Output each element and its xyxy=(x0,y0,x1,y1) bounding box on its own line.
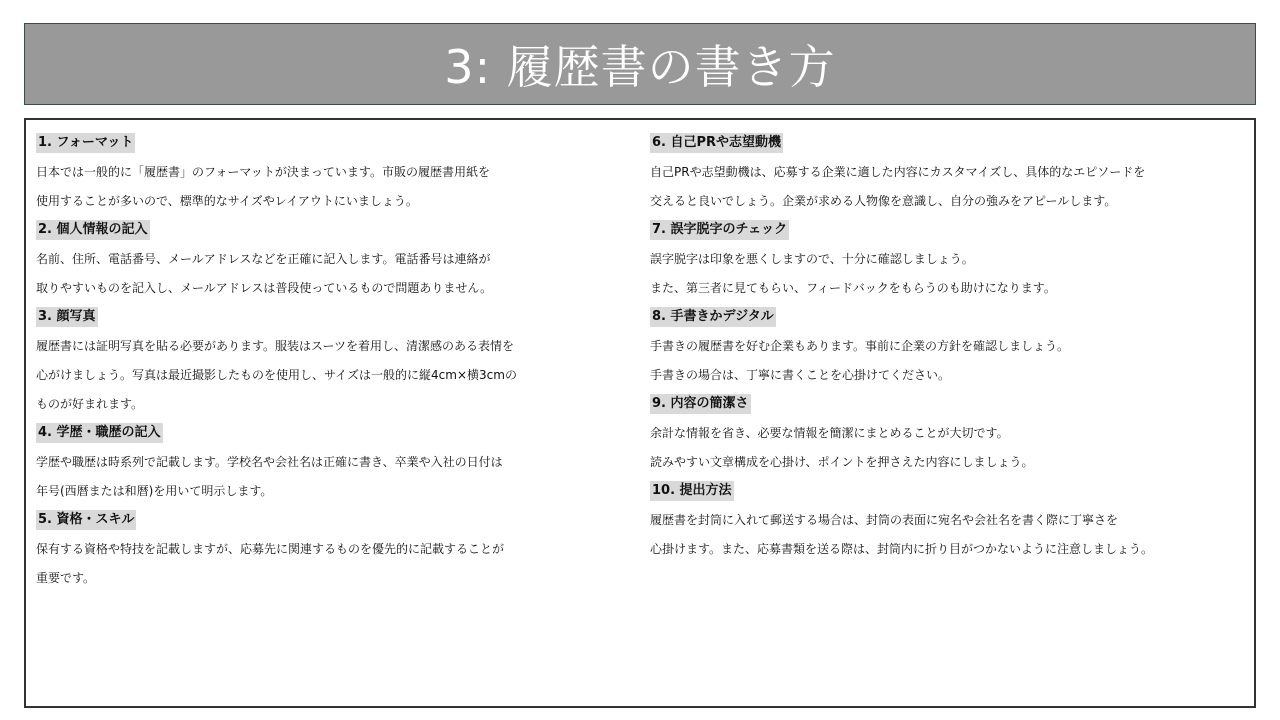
section-heading: 3. 顔写真 xyxy=(36,307,98,327)
section-heading: 5. 資格・スキル xyxy=(36,510,136,530)
section xyxy=(36,215,636,302)
body-text-line: 保有する資格や特技を記載しますが、応募先に関連するものを優先的に記載することが xyxy=(36,542,505,556)
body-text-line: 名前、住所、電話番号、メールアドレスなどを正確に記入します。電話番号は連絡が xyxy=(36,252,491,266)
section xyxy=(650,215,1250,302)
page-title: 3: 履歴書の書き方 xyxy=(444,40,836,94)
section-heading: 9. 内容の簡潔さ xyxy=(650,394,751,414)
section-heading: 2. 個人情報の記入 xyxy=(36,220,150,240)
section xyxy=(650,302,1250,389)
body-text-line: 手書きの履歴書を好む企業もあります。事前に企業の方針を確認しましょう。 xyxy=(650,339,1070,353)
section-heading-row xyxy=(36,215,636,244)
body-text-line: 重要です。 xyxy=(36,571,96,585)
section xyxy=(650,128,1250,215)
section-heading-row xyxy=(36,418,636,447)
body-text-line: 日本では一般的に「履歴書」のフォーマットが決まっています。市販の履歴書用紙を xyxy=(36,165,490,179)
section-heading-row xyxy=(36,128,636,157)
body-text-line: 心がけましょう。写真は最近撮影したものを使用し、サイズは一般的に縦4cm×横3cmの xyxy=(36,368,517,382)
section-heading: 6. 自己PRや志望動機 xyxy=(650,133,783,153)
section-heading: 10. 提出方法 xyxy=(650,481,734,501)
body-text-line: 履歴書を封筒に入れて郵送する場合は、封筒の表面に宛名や会社名を書く際に丁寧さを xyxy=(650,513,1119,527)
right-column xyxy=(650,128,1250,563)
section xyxy=(36,505,636,592)
section-heading-row xyxy=(36,505,636,534)
section-heading-row xyxy=(650,389,1250,418)
section-heading: 7. 誤字脱字のチェック xyxy=(650,220,789,240)
section xyxy=(36,418,636,505)
body-text-line: ものが好まれます。 xyxy=(36,397,144,411)
body-text-line: 学歴や職歴は時系列で記載します。学校名や会社名は正確に書き、卒業や入社の日付は xyxy=(36,455,503,469)
section xyxy=(36,128,636,215)
body-text-line: 交えると良いでしょう。企業が求める人物像を意識し、自分の強みをアピールします。 xyxy=(650,194,1117,208)
section xyxy=(650,389,1250,476)
body-text-line: 誤字脱字は印象を悪くしますので、十分に確認しましょう。 xyxy=(650,252,974,266)
body-text-line: 履歴書には証明写真を貼る必要があります。服装はスーツを着用し、清潔感のある表情を xyxy=(36,339,514,353)
section-heading-row xyxy=(650,128,1250,157)
section-heading-row xyxy=(650,302,1250,331)
body-text-line: 使用することが多いので、標準的なサイズやレイアウトにいましょう。 xyxy=(36,194,418,208)
body-text-line: また、第三者に見てもらい、フィードバックをもらうのも助けになります。 xyxy=(650,281,1056,295)
section-heading: 8. 手書きかデジタル xyxy=(650,307,776,327)
section xyxy=(650,476,1250,563)
section-heading-row xyxy=(650,476,1250,505)
section-heading: 4. 学歴・職歴の記入 xyxy=(36,423,163,443)
body-text-line: 読みやすい文章構成を心掛け、ポイントを押さえた内容にしましょう。 xyxy=(650,455,1034,469)
left-column xyxy=(36,128,636,592)
body-text-line: 年号(西暦または和暦)を用いて明示します。 xyxy=(36,484,273,498)
body-text-line: 余計な情報を省き、必要な情報を簡潔にまとめることが大切です。 xyxy=(650,426,1009,440)
body-text-line: 手書きの場合は、丁寧に書くことを心掛けてください。 xyxy=(650,368,951,382)
section xyxy=(36,302,636,418)
section-heading-row xyxy=(650,215,1250,244)
section-heading-row xyxy=(36,302,636,331)
title-banner xyxy=(24,23,1256,105)
content-panel xyxy=(24,118,1256,708)
body-text-line: 自己PRや志望動機は、応募する企業に適した内容にカスタマイズし、具体的なエピソードを xyxy=(650,165,1146,179)
section-heading: 1. フォーマット xyxy=(36,133,135,153)
body-text-line: 心掛けます。また、応募書類を送る際は、封筒内に折り目がつかないように注意しましょう。 xyxy=(650,542,1154,556)
body-text-line: 取りやすいものを記入し、メールアドレスは普段使っているもので問題ありません。 xyxy=(36,281,493,295)
